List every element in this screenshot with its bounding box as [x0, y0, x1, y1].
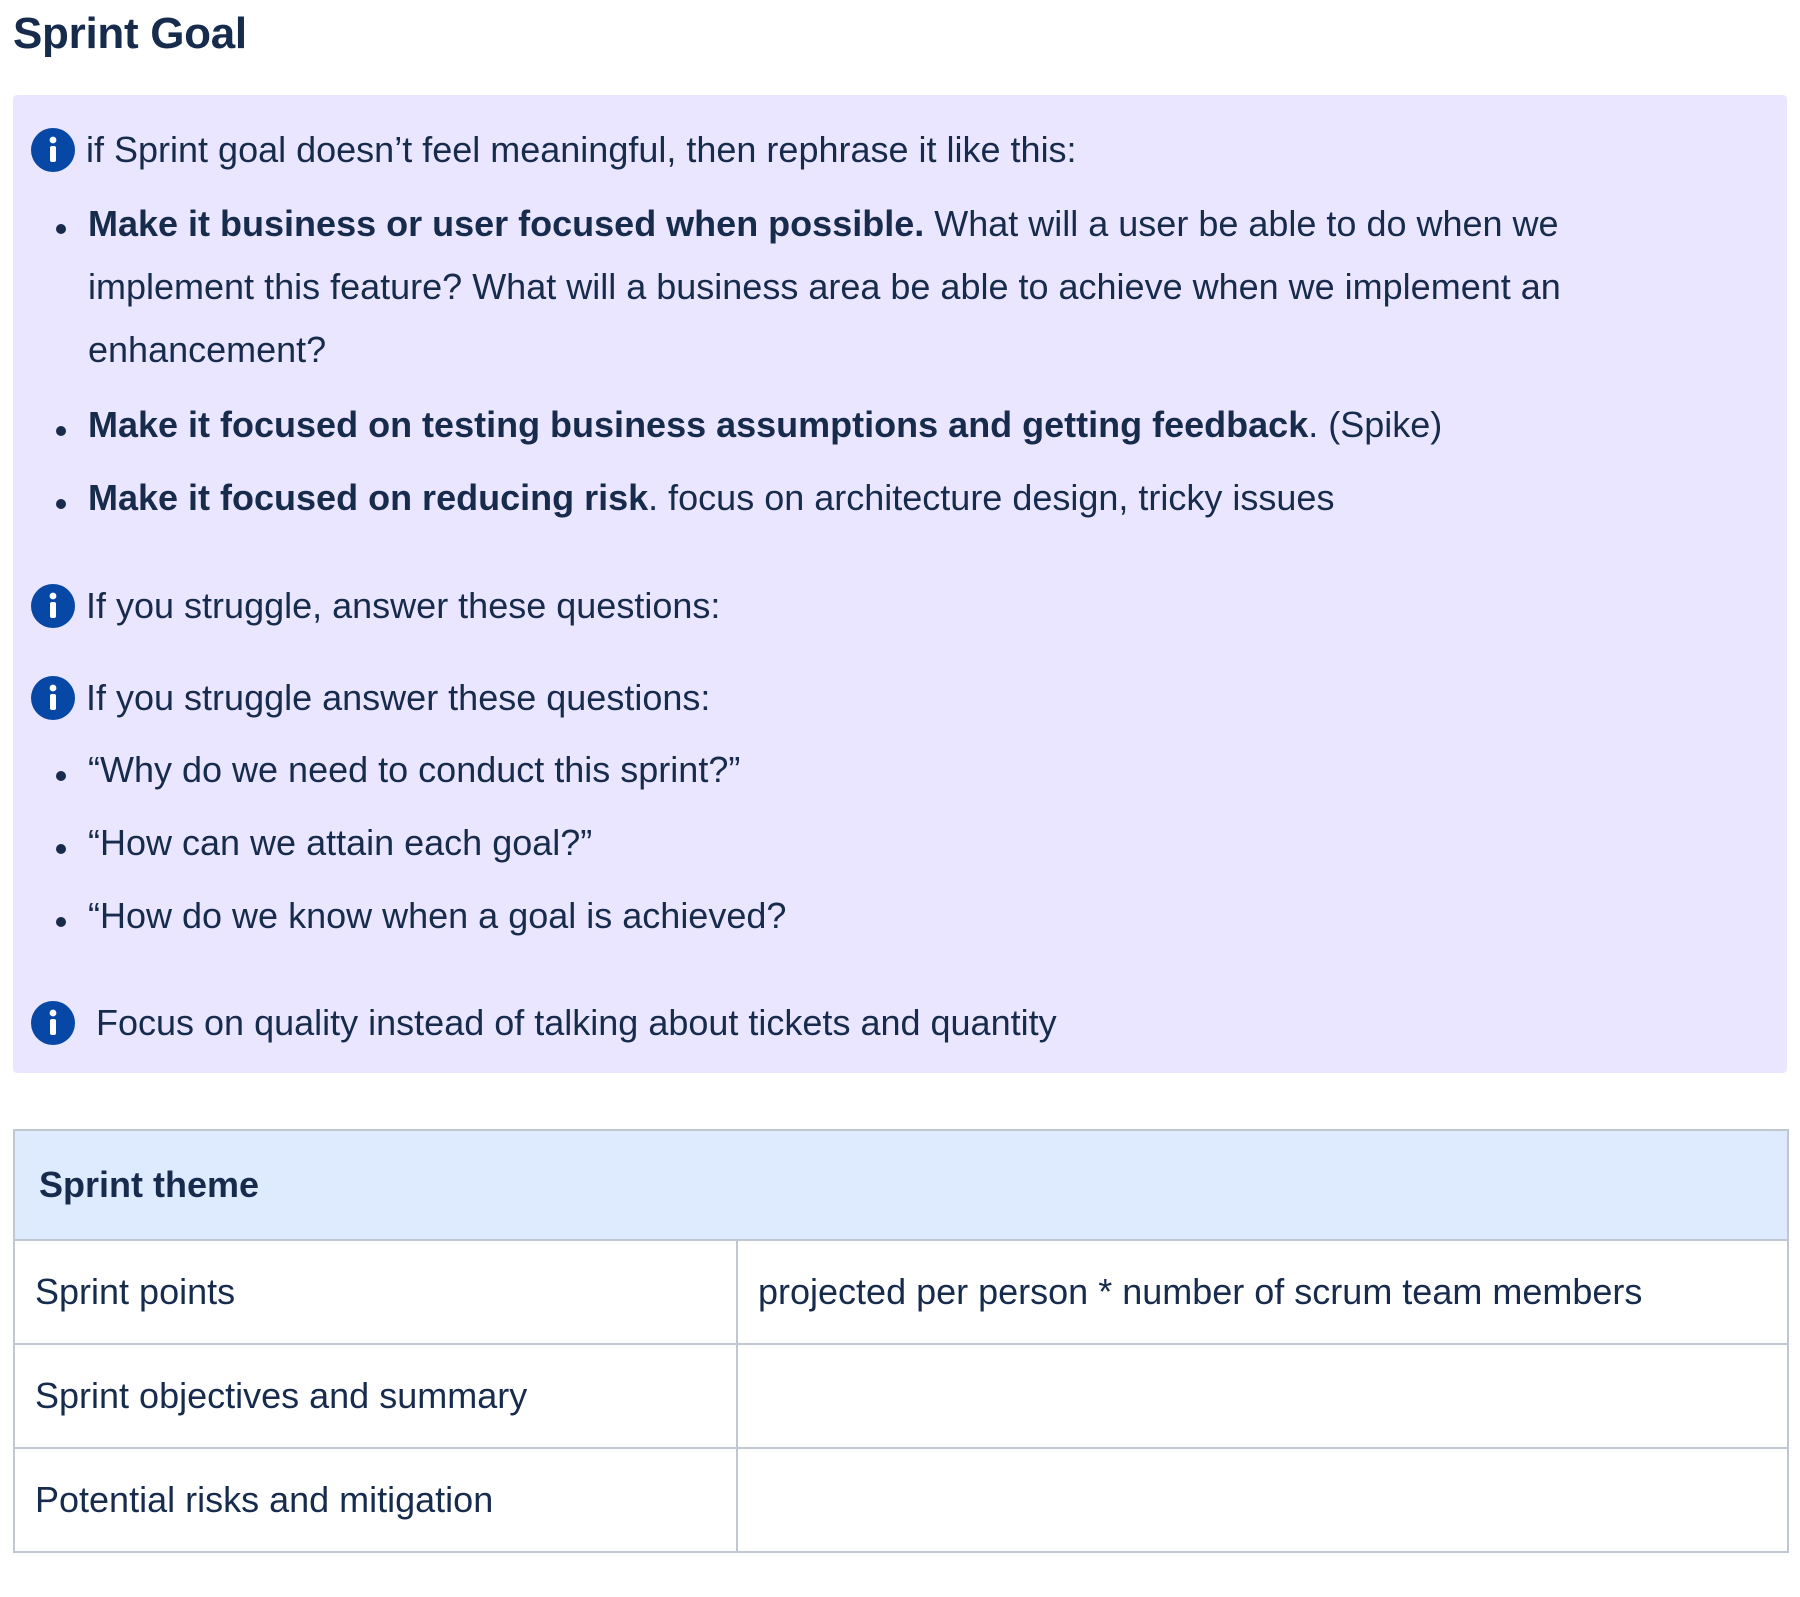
table-cell-value[interactable] — [737, 1344, 1788, 1448]
list-item — [88, 477, 1334, 519]
table-cell-value[interactable]: projected per person * number of scrum team members — [737, 1240, 1788, 1344]
table-row — [14, 1240, 1788, 1344]
table-cell-label[interactable]: Potential risks and mitigation — [14, 1448, 737, 1552]
table-header-cell[interactable]: Sprint theme — [14, 1130, 1788, 1240]
info-note — [30, 675, 710, 721]
list-item: “How can we attain each goal?” — [88, 822, 593, 863]
table-row — [14, 1344, 1788, 1448]
table-row — [14, 1448, 1788, 1552]
info-icon — [30, 583, 76, 629]
info-note-text: if Sprint goal doesn’t feel meaningful, then rephrase it like this: — [86, 129, 1077, 170]
info-icon — [30, 675, 76, 721]
list-item: “Why do we need to conduct this sprint?” — [88, 749, 741, 790]
info-panel — [13, 95, 1787, 1073]
table-cell-label[interactable]: Sprint objectives and summary — [14, 1344, 737, 1448]
info-note-text: Focus on quality instead of talking about tickets and quantity — [86, 1002, 1057, 1043]
bullet-dot — [56, 844, 66, 854]
sprint-theme-table — [13, 1129, 1789, 1553]
list-item-continuation: implement this feature? What will a business area be able to achieve when we implement an — [88, 266, 1561, 307]
bullet-dot — [56, 426, 66, 436]
list-item-emphasis: Make it focused on testing business assumptions and getting feedback — [88, 404, 1309, 445]
list-item — [88, 404, 1442, 446]
bullet-dot — [56, 224, 66, 234]
info-note-text: If you struggle, answer these questions: — [86, 585, 721, 626]
bullet-dot — [56, 771, 66, 781]
table-header-row — [14, 1130, 1788, 1240]
info-icon — [30, 127, 76, 173]
list-item-emphasis: Make it business or user focused when possible. — [88, 203, 925, 244]
list-item-emphasis: Make it focused on reducing risk — [88, 477, 649, 518]
info-note — [30, 1000, 1057, 1046]
info-note — [30, 127, 1077, 173]
list-item-continuation: enhancement? — [88, 329, 327, 370]
table-cell-label[interactable]: Sprint points — [14, 1240, 737, 1344]
info-note-text: If you struggle answer these questions: — [86, 677, 711, 718]
list-item-text: . focus on architecture design, tricky issues — [648, 477, 1335, 518]
info-icon — [30, 1000, 76, 1046]
page-title: Sprint Goal — [13, 9, 247, 58]
list-item-text: . (Spike) — [1308, 404, 1443, 445]
list-item: “How do we know when a goal is achieved? — [88, 895, 787, 936]
list-item-text: What will a user be able to do when we — [924, 203, 1559, 244]
info-note — [30, 583, 720, 629]
bullet-dot — [56, 917, 66, 927]
table-cell-value[interactable] — [737, 1448, 1788, 1552]
list-item — [88, 203, 1559, 245]
bullet-dot — [56, 499, 66, 509]
